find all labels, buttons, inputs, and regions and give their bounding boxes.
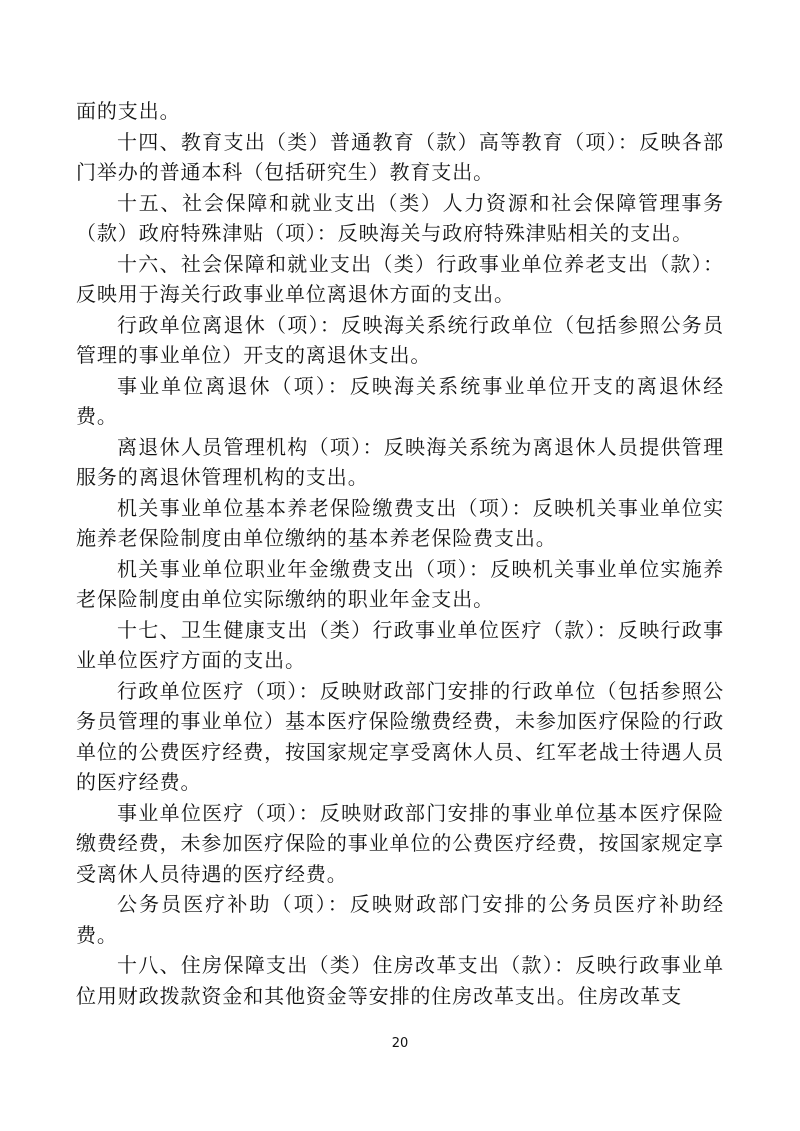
paragraph-education-expenditure: 十四、教育支出（类）普通教育（款）高等教育（项）：反映各部门举办的普通本科（包括研究生）教育支出。 (76, 129, 724, 184)
paragraph-admin-medical: 行政单位医疗（项）：反映财政部门安排的行政单位（包括参照公务员管理的事业单位）基本医疗保险缴费经费，未参加医疗保险的行政单位的公费医疗经费，按国家规定享受离休人员、红军老战士待遇人员的医疗经费。 (76, 678, 724, 794)
paragraph-civil-servant-medical: 公务员医疗补助（项）：反映财政部门安排的公务员医疗补助经费。 (76, 892, 724, 947)
paragraph-housing-expenditure: 十八、住房保障支出（类）住房改革支出（款）：反映行政事业单位用财政拨款资金和其他资金等安排的住房改革支出。住房改革支 (76, 953, 724, 1008)
body-text (76, 96, 724, 1011)
paragraph-special-allowance: 十五、社会保障和就业支出（类）人力资源和社会保障管理事务（款）政府特殊津贴（项）：反映海关与政府特殊津贴相关的支出。 (76, 190, 724, 245)
paragraph-admin-retirement: 行政单位离退休（项）：反映海关系统行政单位（包括参照公务员管理的事业单位）开支的离退休支出。 (76, 312, 724, 367)
paragraph-continuation: 面的支出。 (76, 99, 181, 123)
paragraph-institution-retirement: 事业单位离退休（项）：反映海关系统事业单位开支的离退休经费。 (76, 373, 724, 428)
paragraph-retiree-management: 离退休人员管理机构（项）：反映海关系统为离退休人员提供管理服务的离退休管理机构的支出。 (76, 434, 724, 489)
paragraph-basic-pension-insurance: 机关事业单位基本养老保险缴费支出（项）：反映机关事业单位实施养老保险制度由单位缴纳的基本养老保险费支出。 (76, 495, 724, 550)
paragraph-pension-expenditure: 十六、社会保障和就业支出（类）行政事业单位养老支出（款）：反映用于海关行政事业单位离退休方面的支出。 (76, 251, 724, 306)
paragraph-health-expenditure: 十七、卫生健康支出（类）行政事业单位医疗（款）：反映行政事业单位医疗方面的支出。 (76, 617, 724, 672)
page-number: 20 (391, 1036, 409, 1051)
paragraph-institution-medical: 事业单位医疗（项）：反映财政部门安排的事业单位基本医疗保险缴费经费，未参加医疗保险的事业单位的公费医疗经费，按国家规定享受离休人员待遇的医疗经费。 (76, 800, 724, 886)
paragraph-occupational-annuity: 机关事业单位职业年金缴费支出（项）：反映机关事业单位实施养老保险制度由单位实际缴纳的职业年金支出。 (76, 556, 724, 611)
